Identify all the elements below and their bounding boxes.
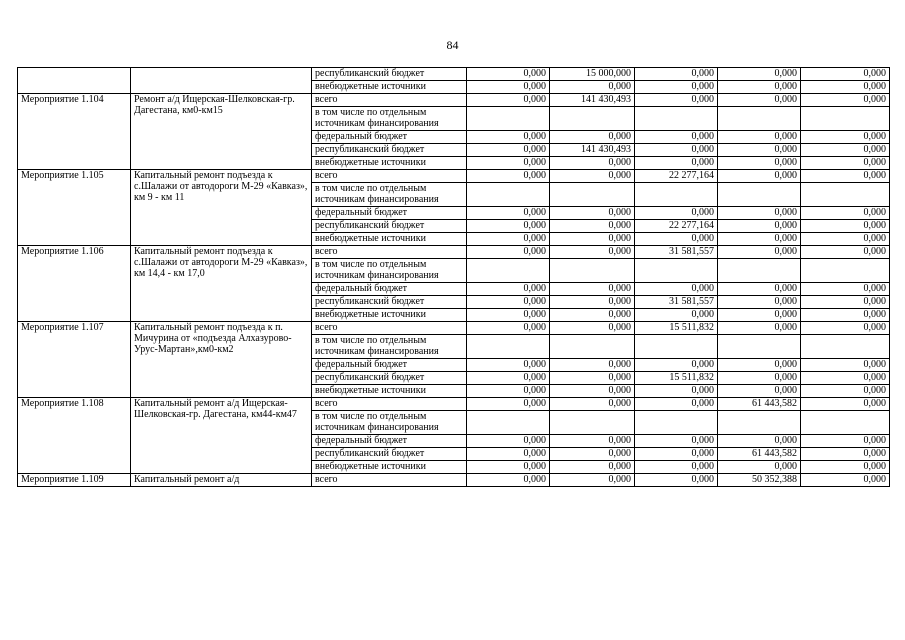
measure-description-cell: Капитальный ремонт подъезда к с.Шалажи от автодороги М-29 «Кавказ», км 14,4 - км 17,0 (131, 246, 312, 322)
value-cell: 15 511,832 (635, 372, 718, 385)
value-cell: 141 430,493 (550, 144, 635, 157)
value-cell: 0,000 (718, 157, 801, 170)
value-cell: 0,000 (718, 220, 801, 233)
value-cell: 0,000 (550, 296, 635, 309)
funding-table-body (18, 68, 890, 487)
funding-source-cell: внебюджетные источники (312, 309, 467, 322)
value-cell: 0,000 (718, 296, 801, 309)
funding-source-cell: внебюджетные источники (312, 385, 467, 398)
value-cell (801, 259, 890, 283)
value-cell: 0,000 (635, 283, 718, 296)
value-cell: 0,000 (550, 448, 635, 461)
value-cell: 0,000 (718, 68, 801, 81)
value-cell: 0,000 (718, 283, 801, 296)
value-cell: 0,000 (718, 385, 801, 398)
value-cell (635, 183, 718, 207)
value-cell (718, 259, 801, 283)
value-cell (635, 259, 718, 283)
value-cell: 0,000 (718, 322, 801, 335)
value-cell: 0,000 (467, 170, 550, 183)
value-cell: 0,000 (718, 233, 801, 246)
funding-source-cell: республиканский бюджет (312, 144, 467, 157)
value-cell (550, 107, 635, 131)
measure-name-cell: Мероприятие 1.106 (18, 246, 131, 322)
value-cell: 0,000 (467, 220, 550, 233)
measure-name-cell: Мероприятие 1.109 (18, 474, 131, 487)
value-cell: 0,000 (718, 309, 801, 322)
value-cell: 141 430,493 (550, 94, 635, 107)
value-cell: 0,000 (635, 68, 718, 81)
value-cell: 0,000 (467, 207, 550, 220)
funding-source-cell: всего (312, 474, 467, 487)
page-number: 84 (446, 38, 459, 52)
value-cell (718, 411, 801, 435)
value-cell: 0,000 (635, 385, 718, 398)
value-cell: 0,000 (801, 372, 890, 385)
value-cell: 0,000 (550, 81, 635, 94)
value-cell: 0,000 (801, 68, 890, 81)
value-cell: 0,000 (467, 385, 550, 398)
funding-source-cell: в том числе по отдельным источникам финансирования (312, 259, 467, 283)
value-cell: 0,000 (718, 144, 801, 157)
value-cell: 0,000 (550, 385, 635, 398)
value-cell: 0,000 (550, 435, 635, 448)
funding-source-cell: федеральный бюджет (312, 435, 467, 448)
funding-source-cell: в том числе по отдельным источникам финансирования (312, 335, 467, 359)
value-cell (467, 411, 550, 435)
value-cell: 0,000 (550, 170, 635, 183)
funding-source-cell: в том числе по отдельным источникам финансирования (312, 107, 467, 131)
funding-source-cell: федеральный бюджет (312, 283, 467, 296)
value-cell (801, 183, 890, 207)
funding-source-cell: внебюджетные источники (312, 233, 467, 246)
value-cell: 31 581,557 (635, 246, 718, 259)
funding-source-cell: всего (312, 94, 467, 107)
value-cell: 0,000 (467, 131, 550, 144)
value-cell: 0,000 (718, 246, 801, 259)
value-cell: 0,000 (635, 448, 718, 461)
value-cell: 0,000 (550, 309, 635, 322)
value-cell: 0,000 (635, 207, 718, 220)
table-row (18, 246, 890, 259)
table-row (18, 474, 890, 487)
value-cell: 0,000 (467, 322, 550, 335)
funding-source-cell: всего (312, 322, 467, 335)
measure-description-cell: Капитальный ремонт подъезда к п. Мичурина от «подъезда Алхазурово-Урус-Мартан»,км0-км2 (131, 322, 312, 398)
value-cell: 0,000 (467, 398, 550, 411)
value-cell: 0,000 (801, 385, 890, 398)
measure-description-cell: Ремонт а/д Ищерская-Шелковская-гр. Дагестана, км0-км15 (131, 94, 312, 170)
funding-source-cell: республиканский бюджет (312, 296, 467, 309)
value-cell: 15 511,832 (635, 322, 718, 335)
value-cell: 0,000 (467, 246, 550, 259)
value-cell: 0,000 (718, 94, 801, 107)
value-cell: 0,000 (801, 81, 890, 94)
value-cell: 0,000 (467, 94, 550, 107)
funding-source-cell: внебюджетные источники (312, 81, 467, 94)
value-cell (550, 259, 635, 283)
value-cell (635, 411, 718, 435)
funding-source-cell: республиканский бюджет (312, 372, 467, 385)
funding-source-cell: внебюджетные источники (312, 461, 467, 474)
value-cell: 15 000,000 (550, 68, 635, 81)
value-cell: 0,000 (801, 144, 890, 157)
value-cell: 0,000 (801, 131, 890, 144)
funding-source-cell: всего (312, 246, 467, 259)
value-cell (635, 335, 718, 359)
value-cell: 0,000 (467, 144, 550, 157)
value-cell: 0,000 (801, 435, 890, 448)
value-cell (467, 335, 550, 359)
funding-source-cell: федеральный бюджет (312, 131, 467, 144)
value-cell: 0,000 (550, 157, 635, 170)
value-cell: 0,000 (718, 131, 801, 144)
value-cell: 22 277,164 (635, 170, 718, 183)
value-cell: 0,000 (550, 207, 635, 220)
value-cell: 0,000 (550, 220, 635, 233)
value-cell: 0,000 (467, 296, 550, 309)
value-cell: 0,000 (801, 246, 890, 259)
measure-name-cell: Мероприятие 1.108 (18, 398, 131, 474)
value-cell: 0,000 (635, 144, 718, 157)
table-row (18, 68, 890, 81)
value-cell: 61 443,582 (718, 448, 801, 461)
value-cell: 0,000 (801, 461, 890, 474)
value-cell: 0,000 (467, 435, 550, 448)
value-cell (801, 335, 890, 359)
funding-source-cell: всего (312, 398, 467, 411)
value-cell (801, 107, 890, 131)
value-cell: 0,000 (801, 220, 890, 233)
value-cell: 0,000 (718, 81, 801, 94)
funding-source-cell: республиканский бюджет (312, 448, 467, 461)
value-cell: 0,000 (467, 448, 550, 461)
value-cell: 0,000 (550, 474, 635, 487)
measure-name-cell (18, 68, 131, 94)
table-row (18, 170, 890, 183)
funding-source-cell: в том числе по отдельным источникам финансирования (312, 183, 467, 207)
value-cell: 0,000 (801, 296, 890, 309)
value-cell: 22 277,164 (635, 220, 718, 233)
value-cell: 0,000 (801, 309, 890, 322)
value-cell: 0,000 (467, 81, 550, 94)
value-cell: 0,000 (801, 207, 890, 220)
value-cell: 0,000 (801, 398, 890, 411)
value-cell (635, 107, 718, 131)
value-cell: 0,000 (801, 359, 890, 372)
value-cell: 0,000 (550, 283, 635, 296)
value-cell: 0,000 (635, 359, 718, 372)
value-cell: 0,000 (635, 131, 718, 144)
funding-source-cell: всего (312, 170, 467, 183)
measure-description-cell: Капитальный ремонт а/д Ищерская-Шелковская-гр. Дагестана, км44-км47 (131, 398, 312, 474)
funding-source-cell: республиканский бюджет (312, 68, 467, 81)
value-cell: 0,000 (550, 246, 635, 259)
value-cell: 0,000 (550, 233, 635, 246)
value-cell: 0,000 (718, 359, 801, 372)
value-cell: 0,000 (801, 170, 890, 183)
funding-source-cell: республиканский бюджет (312, 220, 467, 233)
value-cell: 0,000 (550, 131, 635, 144)
value-cell: 0,000 (550, 359, 635, 372)
funding-source-cell: федеральный бюджет (312, 207, 467, 220)
value-cell (467, 107, 550, 131)
value-cell: 0,000 (801, 448, 890, 461)
table-row (18, 94, 890, 107)
measure-description-cell: Капитальный ремонт подъезда к с.Шалажи от автодороги М-29 «Кавказ», км 9 - км 11 (131, 170, 312, 246)
measure-name-cell: Мероприятие 1.105 (18, 170, 131, 246)
value-cell: 0,000 (801, 94, 890, 107)
value-cell: 0,000 (718, 207, 801, 220)
value-cell: 0,000 (550, 322, 635, 335)
value-cell: 0,000 (467, 461, 550, 474)
value-cell: 0,000 (467, 283, 550, 296)
funding-source-cell: внебюджетные источники (312, 157, 467, 170)
value-cell (718, 335, 801, 359)
funding-table (17, 67, 890, 487)
value-cell (467, 183, 550, 207)
funding-source-cell: федеральный бюджет (312, 359, 467, 372)
value-cell (550, 183, 635, 207)
value-cell (718, 183, 801, 207)
value-cell (801, 411, 890, 435)
measure-description-cell: Капитальный ремонт а/д (131, 474, 312, 487)
value-cell: 0,000 (801, 233, 890, 246)
value-cell (550, 335, 635, 359)
measure-description-cell (131, 68, 312, 94)
value-cell: 50 352,388 (718, 474, 801, 487)
value-cell: 0,000 (550, 461, 635, 474)
funding-source-cell: в том числе по отдельным источникам финансирования (312, 411, 467, 435)
value-cell (550, 411, 635, 435)
measure-name-cell: Мероприятие 1.104 (18, 94, 131, 170)
value-cell: 0,000 (467, 68, 550, 81)
value-cell: 0,000 (718, 372, 801, 385)
value-cell: 0,000 (467, 474, 550, 487)
value-cell: 0,000 (635, 435, 718, 448)
value-cell: 0,000 (467, 309, 550, 322)
value-cell: 0,000 (467, 359, 550, 372)
value-cell: 0,000 (635, 398, 718, 411)
value-cell: 0,000 (550, 398, 635, 411)
value-cell: 0,000 (801, 157, 890, 170)
table-row (18, 398, 890, 411)
value-cell: 0,000 (635, 157, 718, 170)
value-cell: 0,000 (801, 322, 890, 335)
value-cell: 0,000 (718, 170, 801, 183)
value-cell: 61 443,582 (718, 398, 801, 411)
value-cell: 0,000 (467, 233, 550, 246)
value-cell: 31 581,557 (635, 296, 718, 309)
value-cell: 0,000 (635, 233, 718, 246)
value-cell: 0,000 (635, 461, 718, 474)
value-cell: 0,000 (467, 372, 550, 385)
value-cell: 0,000 (718, 435, 801, 448)
value-cell: 0,000 (635, 81, 718, 94)
value-cell: 0,000 (550, 372, 635, 385)
measure-name-cell: Мероприятие 1.107 (18, 322, 131, 398)
value-cell: 0,000 (801, 474, 890, 487)
value-cell: 0,000 (718, 461, 801, 474)
value-cell (467, 259, 550, 283)
value-cell: 0,000 (467, 157, 550, 170)
table-row (18, 322, 890, 335)
value-cell: 0,000 (635, 309, 718, 322)
value-cell (718, 107, 801, 131)
value-cell: 0,000 (801, 283, 890, 296)
value-cell: 0,000 (635, 94, 718, 107)
value-cell: 0,000 (635, 474, 718, 487)
